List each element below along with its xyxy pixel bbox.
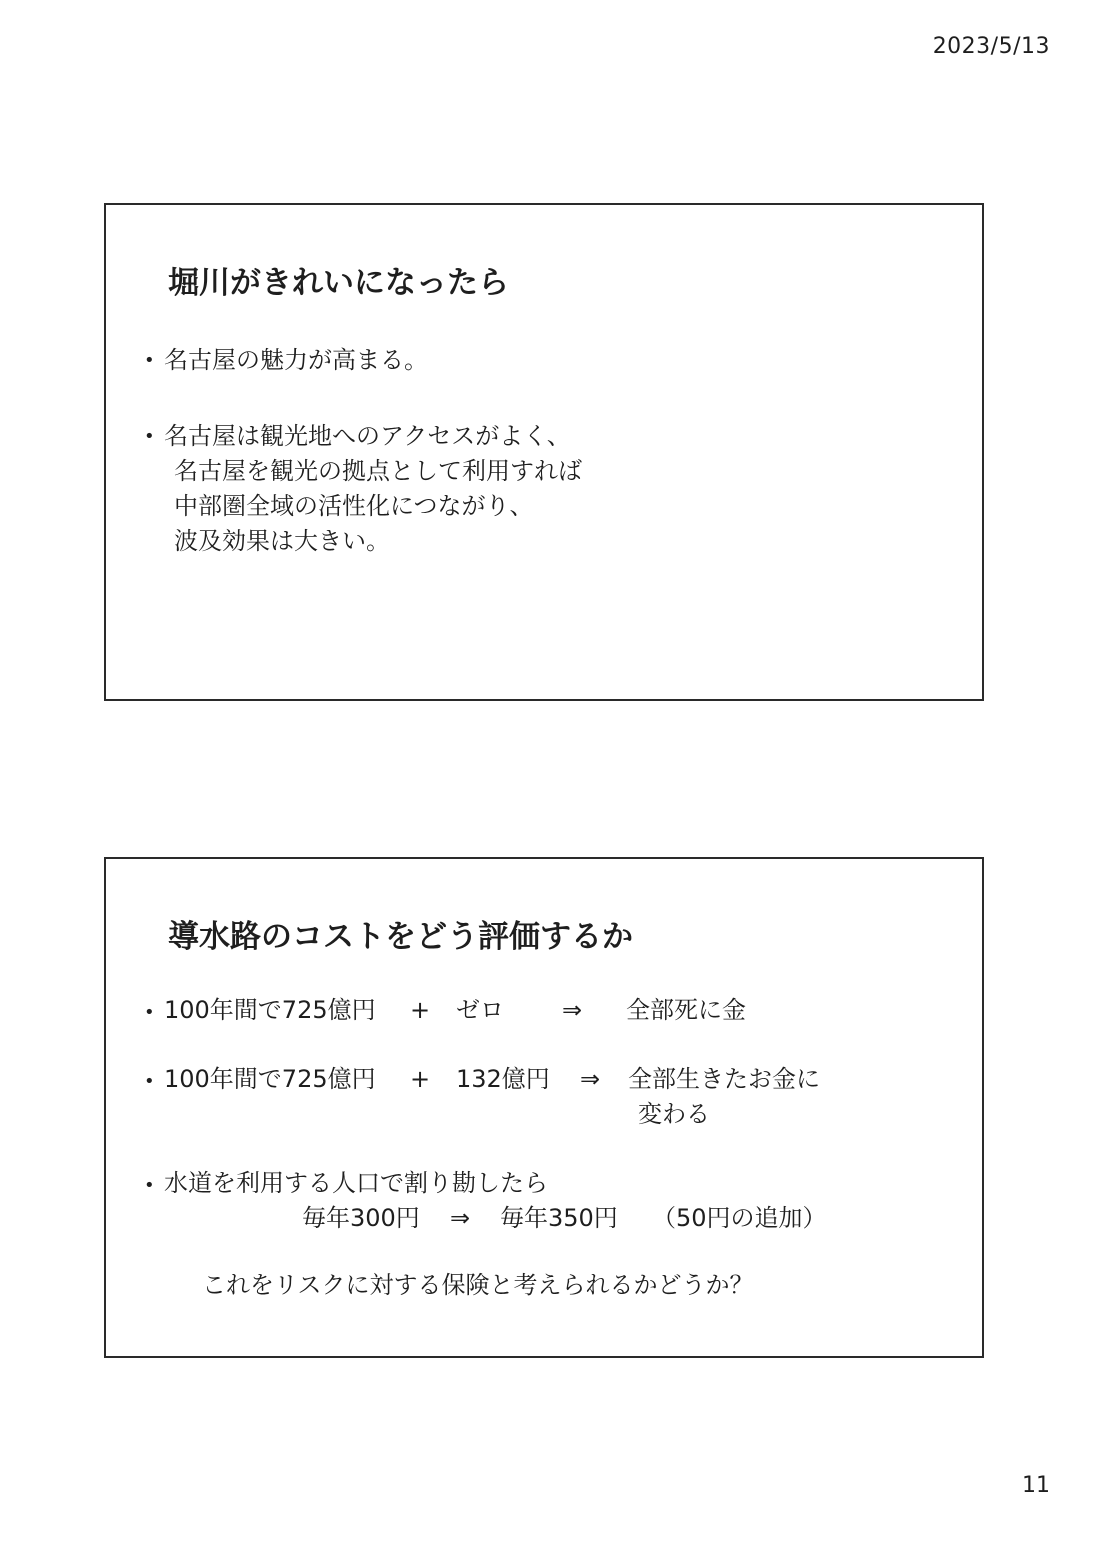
bullet-text: 名古屋の魅力が高まる。 bbox=[164, 346, 428, 374]
bullet-item bbox=[144, 343, 428, 378]
cost-addition: ゼロ bbox=[456, 996, 504, 1024]
arrow-icon: ⇒ bbox=[562, 996, 583, 1024]
arrow-icon: ⇒ bbox=[450, 1204, 471, 1232]
bullet-text: 水道を利用する人口で割り勘したら bbox=[164, 1169, 548, 1197]
bullet-dot-icon: • bbox=[144, 1071, 155, 1092]
plus-sign: + bbox=[410, 996, 431, 1024]
slide-horikawa bbox=[104, 203, 984, 701]
plus-sign: + bbox=[410, 1065, 431, 1093]
slide-title: 堀川がきれいになったら bbox=[168, 265, 509, 301]
cost-addition: 132億円 bbox=[456, 1065, 550, 1093]
per-year-before: 毎年300円 bbox=[302, 1204, 420, 1232]
bullet-dot-icon: • bbox=[144, 426, 155, 447]
cost-base: 100年間で725億円 bbox=[164, 996, 376, 1024]
cost-result: 全部死に金 bbox=[626, 996, 746, 1024]
bullet-dot-icon: • bbox=[144, 350, 155, 371]
arrow-icon: ⇒ bbox=[580, 1065, 601, 1093]
cost-result-continued: 変わる bbox=[638, 1100, 710, 1128]
bullet-dot-icon: • bbox=[144, 1002, 155, 1023]
cost-base: 100年間で725億円 bbox=[164, 1065, 376, 1093]
additional-note: （50円の追加） bbox=[652, 1204, 827, 1232]
slide-cost-evaluation bbox=[104, 857, 984, 1358]
page-number: 11 bbox=[1022, 1473, 1050, 1498]
bullet-item bbox=[144, 419, 582, 559]
bullet-text-continued: 名古屋を観光の拠点として利用すれば bbox=[174, 457, 582, 485]
bullet-dot-icon: • bbox=[144, 1175, 155, 1196]
date-label: 2023/5/13 bbox=[932, 34, 1050, 59]
bullet-text-continued: 中部圏全域の活性化につながり、 bbox=[174, 492, 534, 520]
bullet-text-continued: 波及効果は大きい。 bbox=[174, 527, 390, 555]
cost-result: 全部生きたお金に bbox=[628, 1065, 820, 1093]
closing-text: これをリスクに対する保険と考えられるかどうか？ bbox=[202, 1271, 754, 1299]
per-year-after: 毎年350円 bbox=[500, 1204, 618, 1232]
slide-title: 導水路のコストをどう評価するか bbox=[168, 919, 633, 955]
bullet-text: 名古屋は観光地へのアクセスがよく、 bbox=[164, 422, 571, 450]
